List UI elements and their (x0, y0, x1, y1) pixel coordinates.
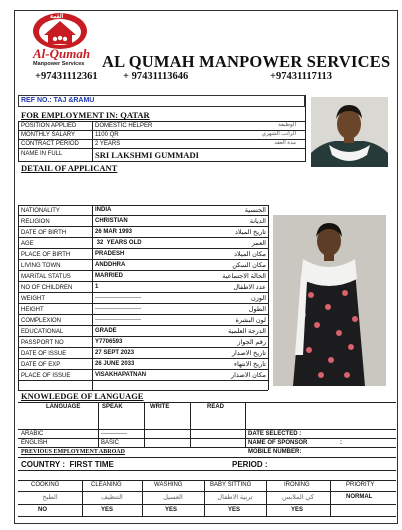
detail-arabic: الطول (248, 306, 266, 313)
detail-label: DATE OF EXP (21, 362, 61, 368)
lang-arabic-label: ARABIC (21, 431, 44, 437)
lang-header-language: LANGUAGE (46, 404, 81, 410)
contract-value: 2 YEARS (95, 141, 121, 147)
headshot-portrait-icon (311, 97, 388, 167)
skill-arabic-babysitting: تربية الاطفال (217, 494, 253, 501)
lang-header-speak: SPEAK (102, 404, 123, 410)
detail-arabic: تاريخ الانتهاء (233, 361, 266, 368)
detail-value: ----------------------- (95, 295, 141, 301)
detail-value: 32 YEARS OLD (95, 240, 142, 246)
skill-arabic-cooking: الطبخ (42, 494, 58, 501)
detail-value: MARRIED (95, 273, 123, 279)
detail-value: VISAKHAPATNAN (95, 372, 147, 378)
sponsor-colon: : (340, 440, 342, 446)
salary-label: MONTHLY SALARY (21, 132, 76, 138)
skill-value-washing: YES (165, 507, 178, 513)
detail-label: EDUCATIONAL (21, 329, 64, 335)
phone-1: +97431112361 (35, 71, 98, 82)
skill-header-cooking: COOKING (31, 482, 60, 488)
salary-arabic: الراتب الشهري (261, 131, 296, 137)
company-name: AL QUMAH MANPOWER SERVICES (102, 52, 391, 71)
contract-arabic: مدة العقد (274, 140, 296, 146)
detail-arabic: الجنسية (244, 207, 266, 214)
applicant-full-photo (273, 215, 386, 386)
date-selected-label: DATE SELECTED : (248, 431, 302, 437)
detail-value: 26 JUNE 2033 (95, 361, 135, 367)
detail-arabic: الوزن (250, 295, 266, 302)
lang-arabic-speak: ------------- (101, 431, 127, 437)
position-arabic: الوظيفة (278, 122, 296, 128)
skill-value-cleaning: YES (101, 507, 114, 513)
detail-label: NO OF CHILDREN (21, 285, 73, 291)
detail-value: 27 SEPT 2023 (95, 350, 135, 356)
detail-label: PLACE OF ISSUE (21, 373, 71, 379)
skill-header-babysitting: BABY SITTING (210, 482, 252, 488)
fullname-value: SRI LAKSHMI GUMMADI (95, 150, 199, 160)
detail-arabic: تاريخ الاصدار (231, 350, 266, 357)
skill-header-washing: WASHING (154, 482, 183, 488)
detail-label: PASSPORT NO (21, 340, 64, 346)
detail-arabic: مكان الاصدار (230, 372, 266, 379)
detail-arabic: الحالة الاجتماعية (222, 273, 266, 280)
lang-english-label: ENGLISH (21, 440, 48, 446)
detail-label: COMPLEXION (21, 318, 62, 324)
position-value: DOMESTIC HELPER (95, 123, 153, 129)
detail-label: WEIGHT (21, 296, 45, 302)
skill-arabic-cleaning: التنظيف (101, 494, 123, 501)
detail-value: INDIA (95, 207, 112, 213)
detail-label: DATE OF BIRTH (21, 230, 67, 236)
detail-label: LIVING TOWN (21, 263, 61, 269)
logo-main-text: Al-Qumah (33, 46, 91, 61)
detail-title: DETAIL OF APPLICANT (21, 163, 118, 173)
language-title: KNOWLEDGE OF LANGUAGE (21, 391, 144, 401)
detail-label: RELIGION (21, 219, 50, 225)
detail-value: ----------------------- (95, 306, 141, 312)
detail-label: MARITAL STATUS (21, 274, 71, 280)
fullname-label: NAME IN FULL (21, 151, 63, 157)
detail-arabic: تاريخ الميلاد (234, 229, 266, 236)
position-label: POSITION APPLIED (21, 123, 77, 129)
phone-2: + 97431113646 (123, 71, 189, 82)
detail-label: NATIONALITY (21, 208, 60, 214)
phone-3: +97431117113 (270, 71, 332, 82)
detail-label: HEIGHT (21, 307, 44, 313)
previous-employment-title: PREVIOUS EMPLOYMENT ABROAD (21, 449, 125, 455)
skill-value-ironing: YES (291, 507, 304, 513)
skill-header-ironing: IRONING (284, 482, 310, 488)
skill-header-cleaning: CLEANING (91, 482, 122, 488)
detail-arabic: العمر (251, 240, 266, 247)
skill-arabic-washing: الغسيل (163, 494, 183, 501)
detail-label: DATE OF ISSUE (21, 351, 67, 357)
salary-value: 1100 QR (95, 132, 119, 138)
mobile-number-label: MOBILE NUMBER: (248, 449, 302, 455)
skill-value-cooking: NO (38, 507, 47, 513)
detail-value: PRADESH (95, 251, 125, 257)
skill-header-priority: PRIORITY (346, 482, 375, 488)
logo-sub-text: Manpower Services (33, 61, 85, 67)
detail-value: 1 (95, 284, 99, 290)
detail-arabic: لون البشرة (235, 317, 266, 324)
detail-arabic: عدد الاطفال (233, 284, 266, 291)
detail-arabic: الدرجة العلمية (228, 328, 266, 335)
period-field: PERIOD : (232, 460, 268, 469)
company-logo (28, 11, 92, 69)
detail-arabic: رقم الجواز (237, 339, 266, 346)
contract-label: CONTRACT PERIOD (21, 141, 79, 147)
skill-value-babysitting: YES (228, 507, 241, 513)
skill-priority-value: NORMAL (346, 494, 373, 500)
detail-value: Y7706593 (95, 339, 123, 345)
ref-number: REF NO.: TAJ &RAMU (21, 97, 95, 104)
lang-english-speak: BASIC (101, 440, 120, 446)
detail-arabic: مكان الميلاد (234, 251, 266, 258)
employment-title: FOR EMPLOYMENT IN: QATAR (21, 110, 150, 120)
detail-value: 26 MAR 1993 (95, 229, 133, 235)
logo-arabic: القمة (50, 14, 64, 20)
lang-header-read: READ (207, 404, 225, 410)
applicant-headshot (311, 97, 388, 167)
skill-arabic-ironing: كي الملابس (282, 494, 314, 501)
sponsor-label: NAME OF SPONSOR (248, 440, 308, 446)
detail-label: AGE (21, 241, 34, 247)
detail-label: PLACE OF BIRTH (21, 252, 71, 258)
detail-value: CHRISTIAN (95, 218, 128, 224)
detail-value: GRADE (95, 328, 117, 334)
detail-value: ANDDHRA (95, 262, 126, 268)
country-field: COUNTRY : FIRST TIME (21, 460, 114, 469)
detail-arabic: الديانة (249, 218, 266, 225)
detail-arabic: مكان السكن (232, 262, 266, 269)
detail-value: ----------------------- (95, 317, 141, 323)
full-body-portrait-icon (273, 215, 386, 386)
lang-header-write: WRITE (150, 404, 170, 410)
